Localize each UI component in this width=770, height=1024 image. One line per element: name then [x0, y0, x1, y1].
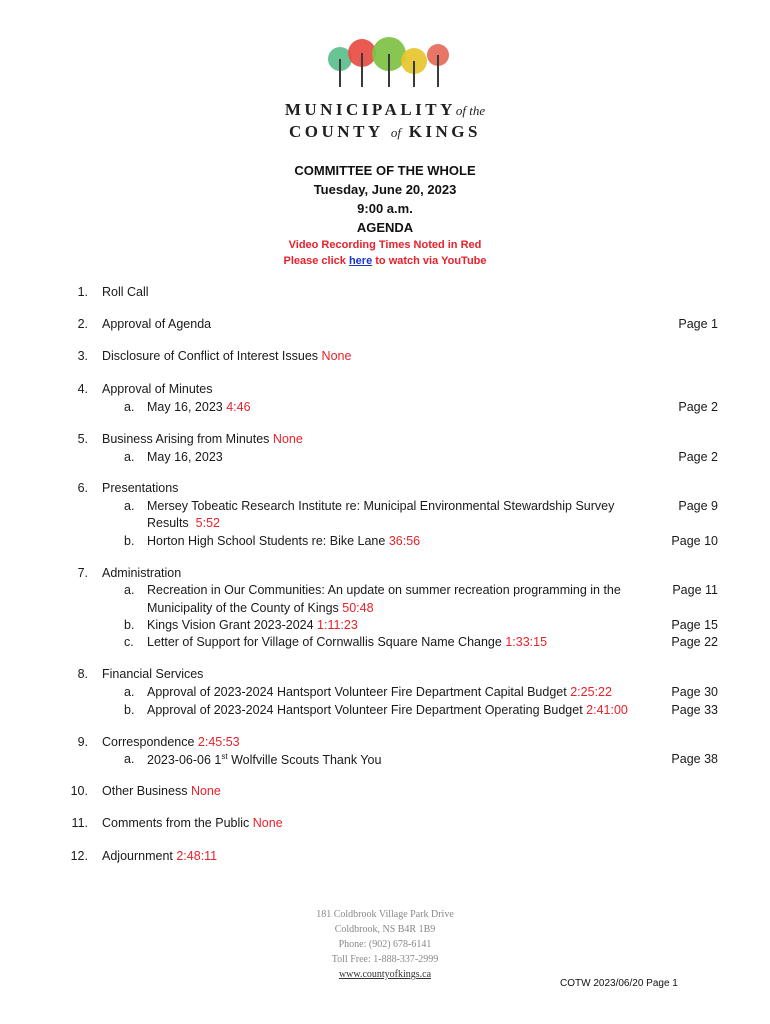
sub-item-recreation-cont: Municipality of the County of Kings 50:48 [147, 601, 374, 615]
item-approval-minutes: Approval of Minutes [102, 382, 213, 396]
page-reference: Page 15 [671, 618, 718, 632]
footer-address: 181 Coldbrook Village Park Drive [316, 909, 454, 920]
page-reference: Page 10 [671, 534, 718, 548]
youtube-note: Please click here to watch via YouTube [283, 255, 487, 267]
sub-letter: a. [124, 685, 135, 699]
page-reference: Page 2 [678, 400, 718, 414]
page-reference: Page 33 [671, 703, 718, 717]
video-time: 2:45:53 [197, 735, 240, 749]
item-number: 2. [77, 317, 88, 331]
item-approval-agenda: Approval of Agenda [102, 317, 212, 331]
item-number: 1. [77, 285, 88, 299]
sub-item-kings-vision-grant: Kings Vision Grant 2023-2024 1:11:23 [147, 618, 358, 632]
item-number: 5. [77, 432, 88, 446]
footer-tollfree: Toll Free: 1-888-337-2999 [331, 954, 439, 965]
sub-letter: a. [124, 400, 135, 414]
sub-letter: b. [124, 703, 135, 717]
item-number: 3. [77, 349, 88, 363]
item-comments-public: Comments from the Public None [102, 816, 283, 830]
video-time: 2:25:22 [570, 685, 612, 699]
item-number: 4. [77, 382, 88, 396]
sub-item-mersey-tobeatic-cont: Results 5:52 [147, 516, 220, 530]
video-time: 2:48:11 [176, 849, 218, 863]
meeting-date: Tuesday, June 20, 2023 [313, 182, 457, 197]
municipality-logo-trees [325, 33, 455, 89]
logo-wordmark-line1: MUNICIPALITYof the [284, 100, 486, 119]
video-note: Video Recording Times Noted in Red [288, 239, 482, 251]
tree-trunk [388, 54, 390, 87]
sub-letter: a. [124, 752, 135, 766]
sub-item-business-may16: May 16, 2023 [147, 450, 223, 464]
item-business-arising: Business Arising from Minutes None [102, 432, 303, 446]
sub-letter: b. [124, 534, 135, 548]
video-time: 5:52 [195, 516, 220, 530]
video-time: 2:41:00 [586, 703, 628, 717]
tree-trunk [361, 53, 363, 87]
tree-trunk [413, 61, 415, 87]
page-reference: Page 2 [678, 450, 718, 464]
video-time: None [190, 784, 221, 798]
footer-city: Coldbrook, NS B4R 1B9 [334, 924, 436, 935]
sub-letter: a. [124, 583, 135, 597]
item-correspondence: Correspondence 2:45:53 [102, 735, 240, 749]
item-other-business: Other Business None [102, 784, 221, 798]
item-presentations: Presentations [102, 481, 179, 495]
video-time: None [321, 349, 352, 363]
document-code: COTW 2023/06/20 Page 1 [560, 978, 678, 989]
tree-trunk [437, 55, 439, 87]
page-reference: Page 1 [678, 317, 718, 331]
video-time: 1:33:15 [505, 635, 548, 649]
item-number: 10. [70, 784, 88, 798]
agenda-heading: AGENDA [356, 220, 414, 235]
meeting-time: 9:00 a.m. [357, 201, 413, 216]
page-reference: Page 9 [678, 499, 718, 513]
item-financial-services: Financial Services [102, 667, 204, 681]
page-reference: Page 22 [671, 635, 718, 649]
page-reference: Page 30 [671, 685, 718, 699]
item-number: 8. [77, 667, 88, 681]
sub-item-mersey-tobeatic: Mersey Tobeatic Research Institute re: Municipal Environmental Stewardship Survey [147, 499, 615, 513]
video-time: None [272, 432, 303, 446]
sub-item-horton-high: Horton High School Students re: Bike Lane 36:56 [147, 534, 421, 548]
video-time: 4:46 [226, 400, 251, 414]
website-link[interactable]: www.countyofkings.ca [338, 969, 432, 980]
item-conflict-interest: Disclosure of Conflict of Interest Issues None [102, 349, 352, 363]
item-adjournment: Adjournment 2:48:11 [102, 849, 218, 863]
sub-item-recreation: Recreation in Our Communities: An update on summer recreation programming in the [147, 583, 621, 597]
logo-wordmark-line2: COUNTY of KINGS [289, 122, 481, 141]
item-number: 12. [70, 849, 88, 863]
sub-item-operating-budget: Approval of 2023-2024 Hantsport Volunteer Fire Department Operating Budget 2:41:00 [147, 703, 628, 717]
item-number: 6. [77, 481, 88, 495]
footer-phone: Phone: (902) 678-6141 [338, 939, 432, 950]
sub-item-cornwallis-letter: Letter of Support for Village of Cornwallis Square Name Change 1:33:15 [147, 635, 548, 649]
tree-trunk [339, 59, 341, 87]
sub-letter: c. [124, 635, 134, 649]
video-time: 36:56 [388, 534, 421, 548]
item-administration: Administration [102, 566, 182, 580]
sub-item-capital-budget: Approval of 2023-2024 Hantsport Volunteer Fire Department Capital Budget 2:25:22 [147, 685, 612, 699]
item-roll-call: Roll Call [102, 285, 149, 299]
page-reference: Page 38 [671, 752, 718, 766]
item-number: 7. [77, 566, 88, 580]
sub-letter: a. [124, 499, 135, 513]
item-number: 11. [71, 816, 88, 830]
sub-item-minutes-may16: May 16, 2023 4:46 [147, 400, 251, 414]
video-time: 1:11:23 [317, 618, 358, 632]
video-time: 50:48 [342, 601, 374, 615]
sub-letter: b. [124, 618, 135, 632]
video-time: None [252, 816, 283, 830]
meeting-title: COMMITTEE OF THE WHOLE [294, 163, 476, 178]
page-reference: Page 11 [672, 583, 718, 597]
item-number: 9. [77, 735, 88, 749]
youtube-link[interactable]: here [348, 255, 373, 267]
sub-item-wolfville-scouts: 2023-06-06 1st Wolfville Scouts Thank You [147, 752, 382, 768]
sub-letter: a. [124, 450, 135, 464]
